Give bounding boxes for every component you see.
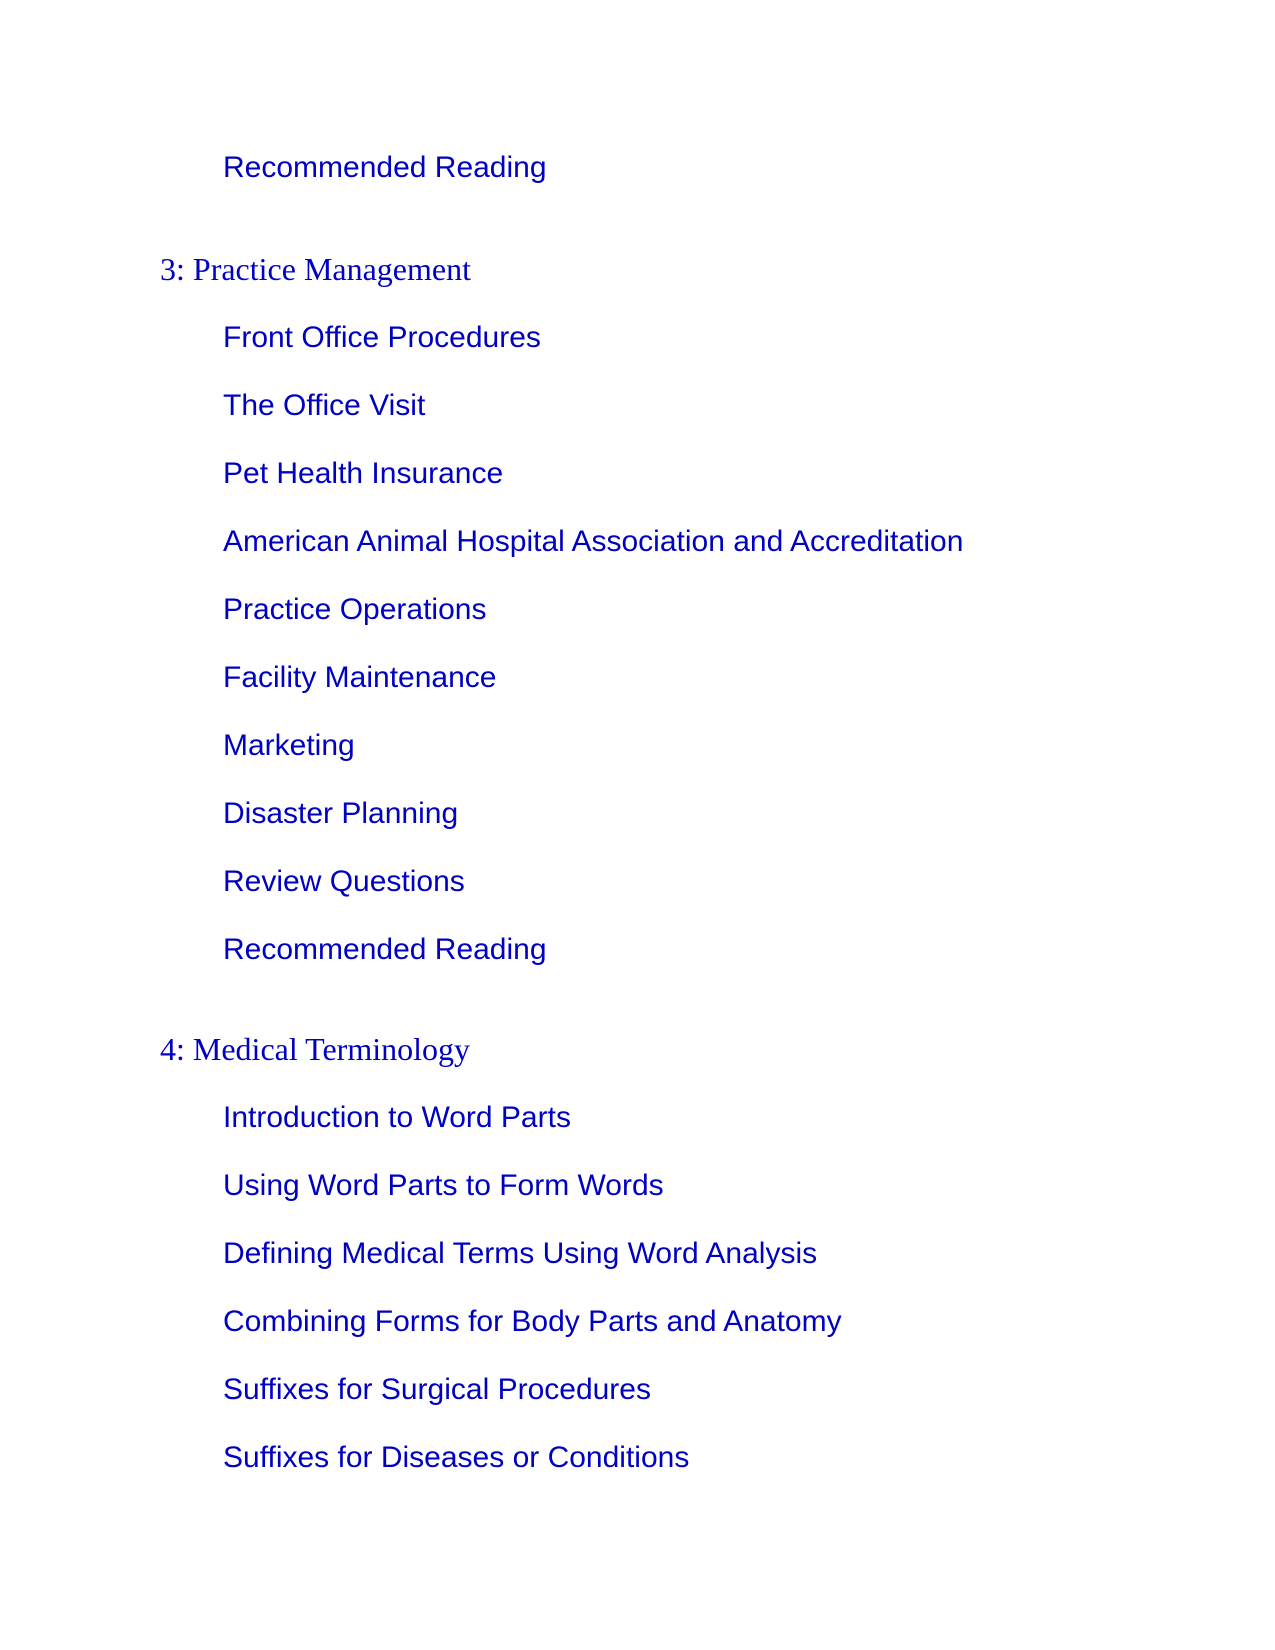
toc-link-recommended-reading[interactable]: Recommended Reading: [223, 933, 547, 966]
toc-link-pet-health-insurance[interactable]: Pet Health Insurance: [223, 457, 504, 490]
toc-link-front-office-procedures[interactable]: Front Office Procedures: [223, 321, 541, 354]
toc-link-suffixes-diseases[interactable]: Suffixes for Diseases or Conditions: [223, 1441, 690, 1474]
toc-link-intro-word-parts[interactable]: Introduction to Word Parts: [223, 1101, 571, 1134]
toc-link-suffixes-surgical[interactable]: Suffixes for Surgical Procedures: [223, 1373, 651, 1406]
toc-link-practice-operations[interactable]: Practice Operations: [223, 593, 487, 626]
toc-link-recommended-reading-prev[interactable]: Recommended Reading: [223, 151, 547, 184]
toc-link-aaha-accreditation[interactable]: American Animal Hospital Association and Accreditation: [223, 525, 964, 558]
toc-link-using-word-parts[interactable]: Using Word Parts to Form Words: [223, 1169, 664, 1202]
toc-link-marketing[interactable]: Marketing: [223, 729, 355, 762]
toc-link-office-visit[interactable]: The Office Visit: [223, 389, 426, 422]
toc-link-disaster-planning[interactable]: Disaster Planning: [223, 797, 459, 830]
toc-link-defining-medical-terms[interactable]: Defining Medical Terms Using Word Analysis: [223, 1237, 818, 1270]
toc-link-review-questions[interactable]: Review Questions: [223, 865, 465, 898]
toc-link-facility-maintenance[interactable]: Facility Maintenance: [223, 661, 497, 694]
chapter-3-heading[interactable]: 3: Practice Management: [160, 251, 471, 287]
toc-link-combining-forms[interactable]: Combining Forms for Body Parts and Anatomy: [223, 1305, 842, 1338]
chapter-4-heading[interactable]: 4: Medical Terminology: [160, 1031, 470, 1067]
